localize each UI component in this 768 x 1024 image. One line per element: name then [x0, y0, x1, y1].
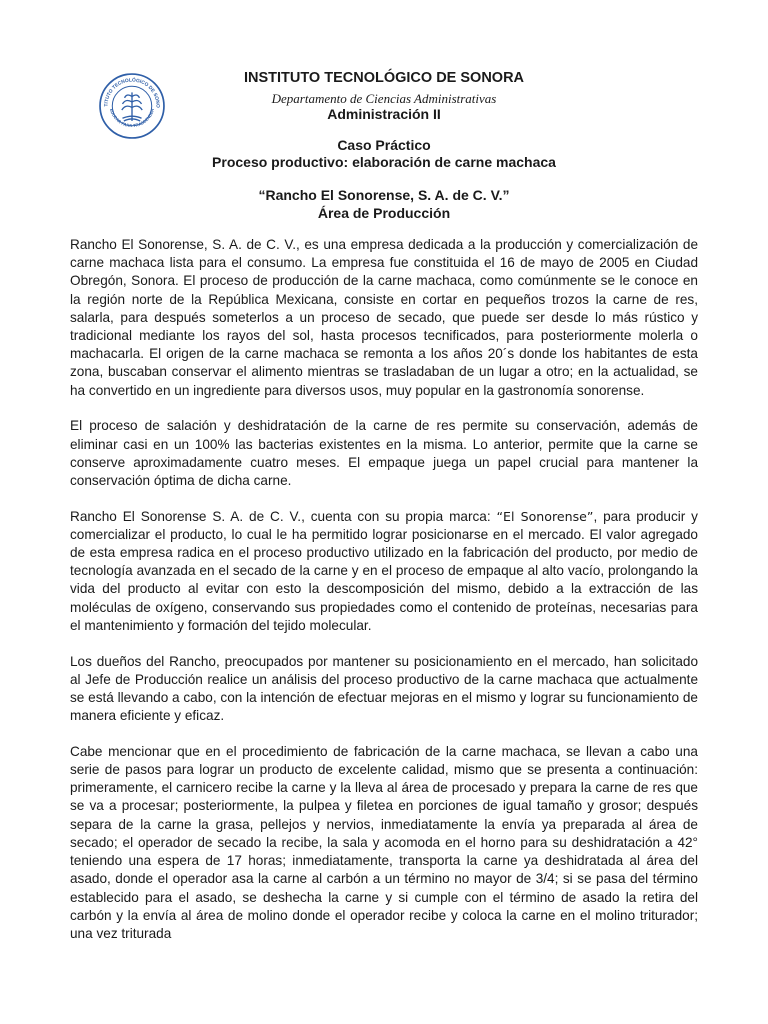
course-name: Administración II — [327, 106, 441, 122]
case-title: Proceso productivo: elaboración de carne machaca — [212, 154, 556, 170]
area-name: Área de Producción — [317, 205, 451, 221]
paragraph-brand-end: , para producir y comercializar el producto, lo cual le ha permitido lograr posicionarse en el mercado. El valor agregado de esta empresa radica en el proceso productivo utilizado en la fabricación del producto, por medio de tecnología avanzada en el secado de la carne y en el proceso de empaque al alto vacío, prolongando la vida del producto al evitar con esto la descomposición del mismo, debido a la extracción de las moléculas de oxígeno, conservando sus propiedades como el contenido de proteínas, necesarias para el mantenimiento y formación del tejido molecular. — [70, 508, 698, 633]
seal-top-text: TITUTO TECNOLÓGICO DE SONO — [104, 78, 160, 108]
company-name: “Rancho El Sonorense, S. A. de C. V.” — [258, 187, 510, 203]
paragraph-brand — [70, 508, 698, 635]
paragraph-brand-start: Rancho El Sonorense S. A. de C. V., cuenta con su propia marca: — [70, 508, 497, 524]
case-label: Caso Práctico — [337, 137, 431, 153]
seal-bottom-text: EDUCAR PARA TRASCENDER — [109, 108, 156, 129]
institution-name: INSTITUTO TECNOLÓGICO DE SONORA — [243, 70, 525, 86]
paragraph-request: Los dueños del Rancho, preocupados por mantener su posicionamiento en el mercado, han solicitado al Jefe de Producción realice un análisis del proceso productivo de la carne machaca que actualmente se está llevando a cabo, con la intención de efectuar mejoras en el mismo y lograr su funcionamiento de manera eficiente y eficaz. — [70, 653, 698, 724]
paragraph-intro: Rancho El Sonorense, S. A. de C. V., es una empresa dedicada a la producción y comercialización de carne machaca lista para el consumo. La empresa fue constituida el 16 de mayo de 2005 en Ciudad Obregón, Sonora. El proceso de producción de la carne machaca, como comúnmente se le conoce en la región norte de la República Mexicana, consiste en cortar en pequeños trozos la carne de res, salarla, para después someterlos a un proceso de secado, que puede ser desde lo más rústico y tradicional mediante los rayos del sol, hasta procesos tecnificados, para posteriormente molerla o machacarla. El origen de la carne machaca se remonta a los años 20´s donde los habitantes de esta zona, buscaban conservar el alimento mientras se trasladaban de un lugar a otro; en la actualidad, se ha convertido en un ingrediente para diversos usos, muy popular en la gastronomía sonorense. — [70, 237, 698, 398]
department-name: Departamento de Ciencias Administrativas — [271, 91, 497, 106]
brand-name: “El Sonorense” — [496, 508, 594, 524]
paragraph-process: Cabe mencionar que en el procedimiento de fabricación de la carne machaca, se llevan a cabo una serie de pasos para lograr un producto de excelente calidad, mismo que se presenta a continuación: primeramente, el carnicero recibe la carne y la lleva al área de procesado y prepara la carne de res que se va a procesar; posteriormente, la pulpea y filetea en porciones de igual tamaño y grosor; después separa de la carne la grasa, pellejos y nervios, inmediatamente la envía ya preparada al área de secado; el operador de secado la recibe, la sala y acomoda en el horno para su deshidratación a 42° teniendo una espera de 17 horas; inmediatamente, transporta la carne ya deshidratada al área del asado, donde el operador asa la carne al carbón a un término no mayor de 3/4; si se pasa del término establecido para el asado, se deshecha la carne y si cumple con el término de asado la retira del carbón y la envía al área de molino donde el operador recibe y coloca la carne en el molino triturador; una vez triturada — [70, 743, 698, 941]
paragraph-conservation: El proceso de salación y deshidratación de la carne de res permite su conservación, además de eliminar casi en un 100% las bacterias existentes en la misma. Lo anterior, permite que la carne se conserve aproximadamente cuatro meses. El empaque juega un papel crucial para mantener la conservación óptima de dicha carne. — [70, 418, 698, 488]
case-body — [70, 236, 698, 961]
